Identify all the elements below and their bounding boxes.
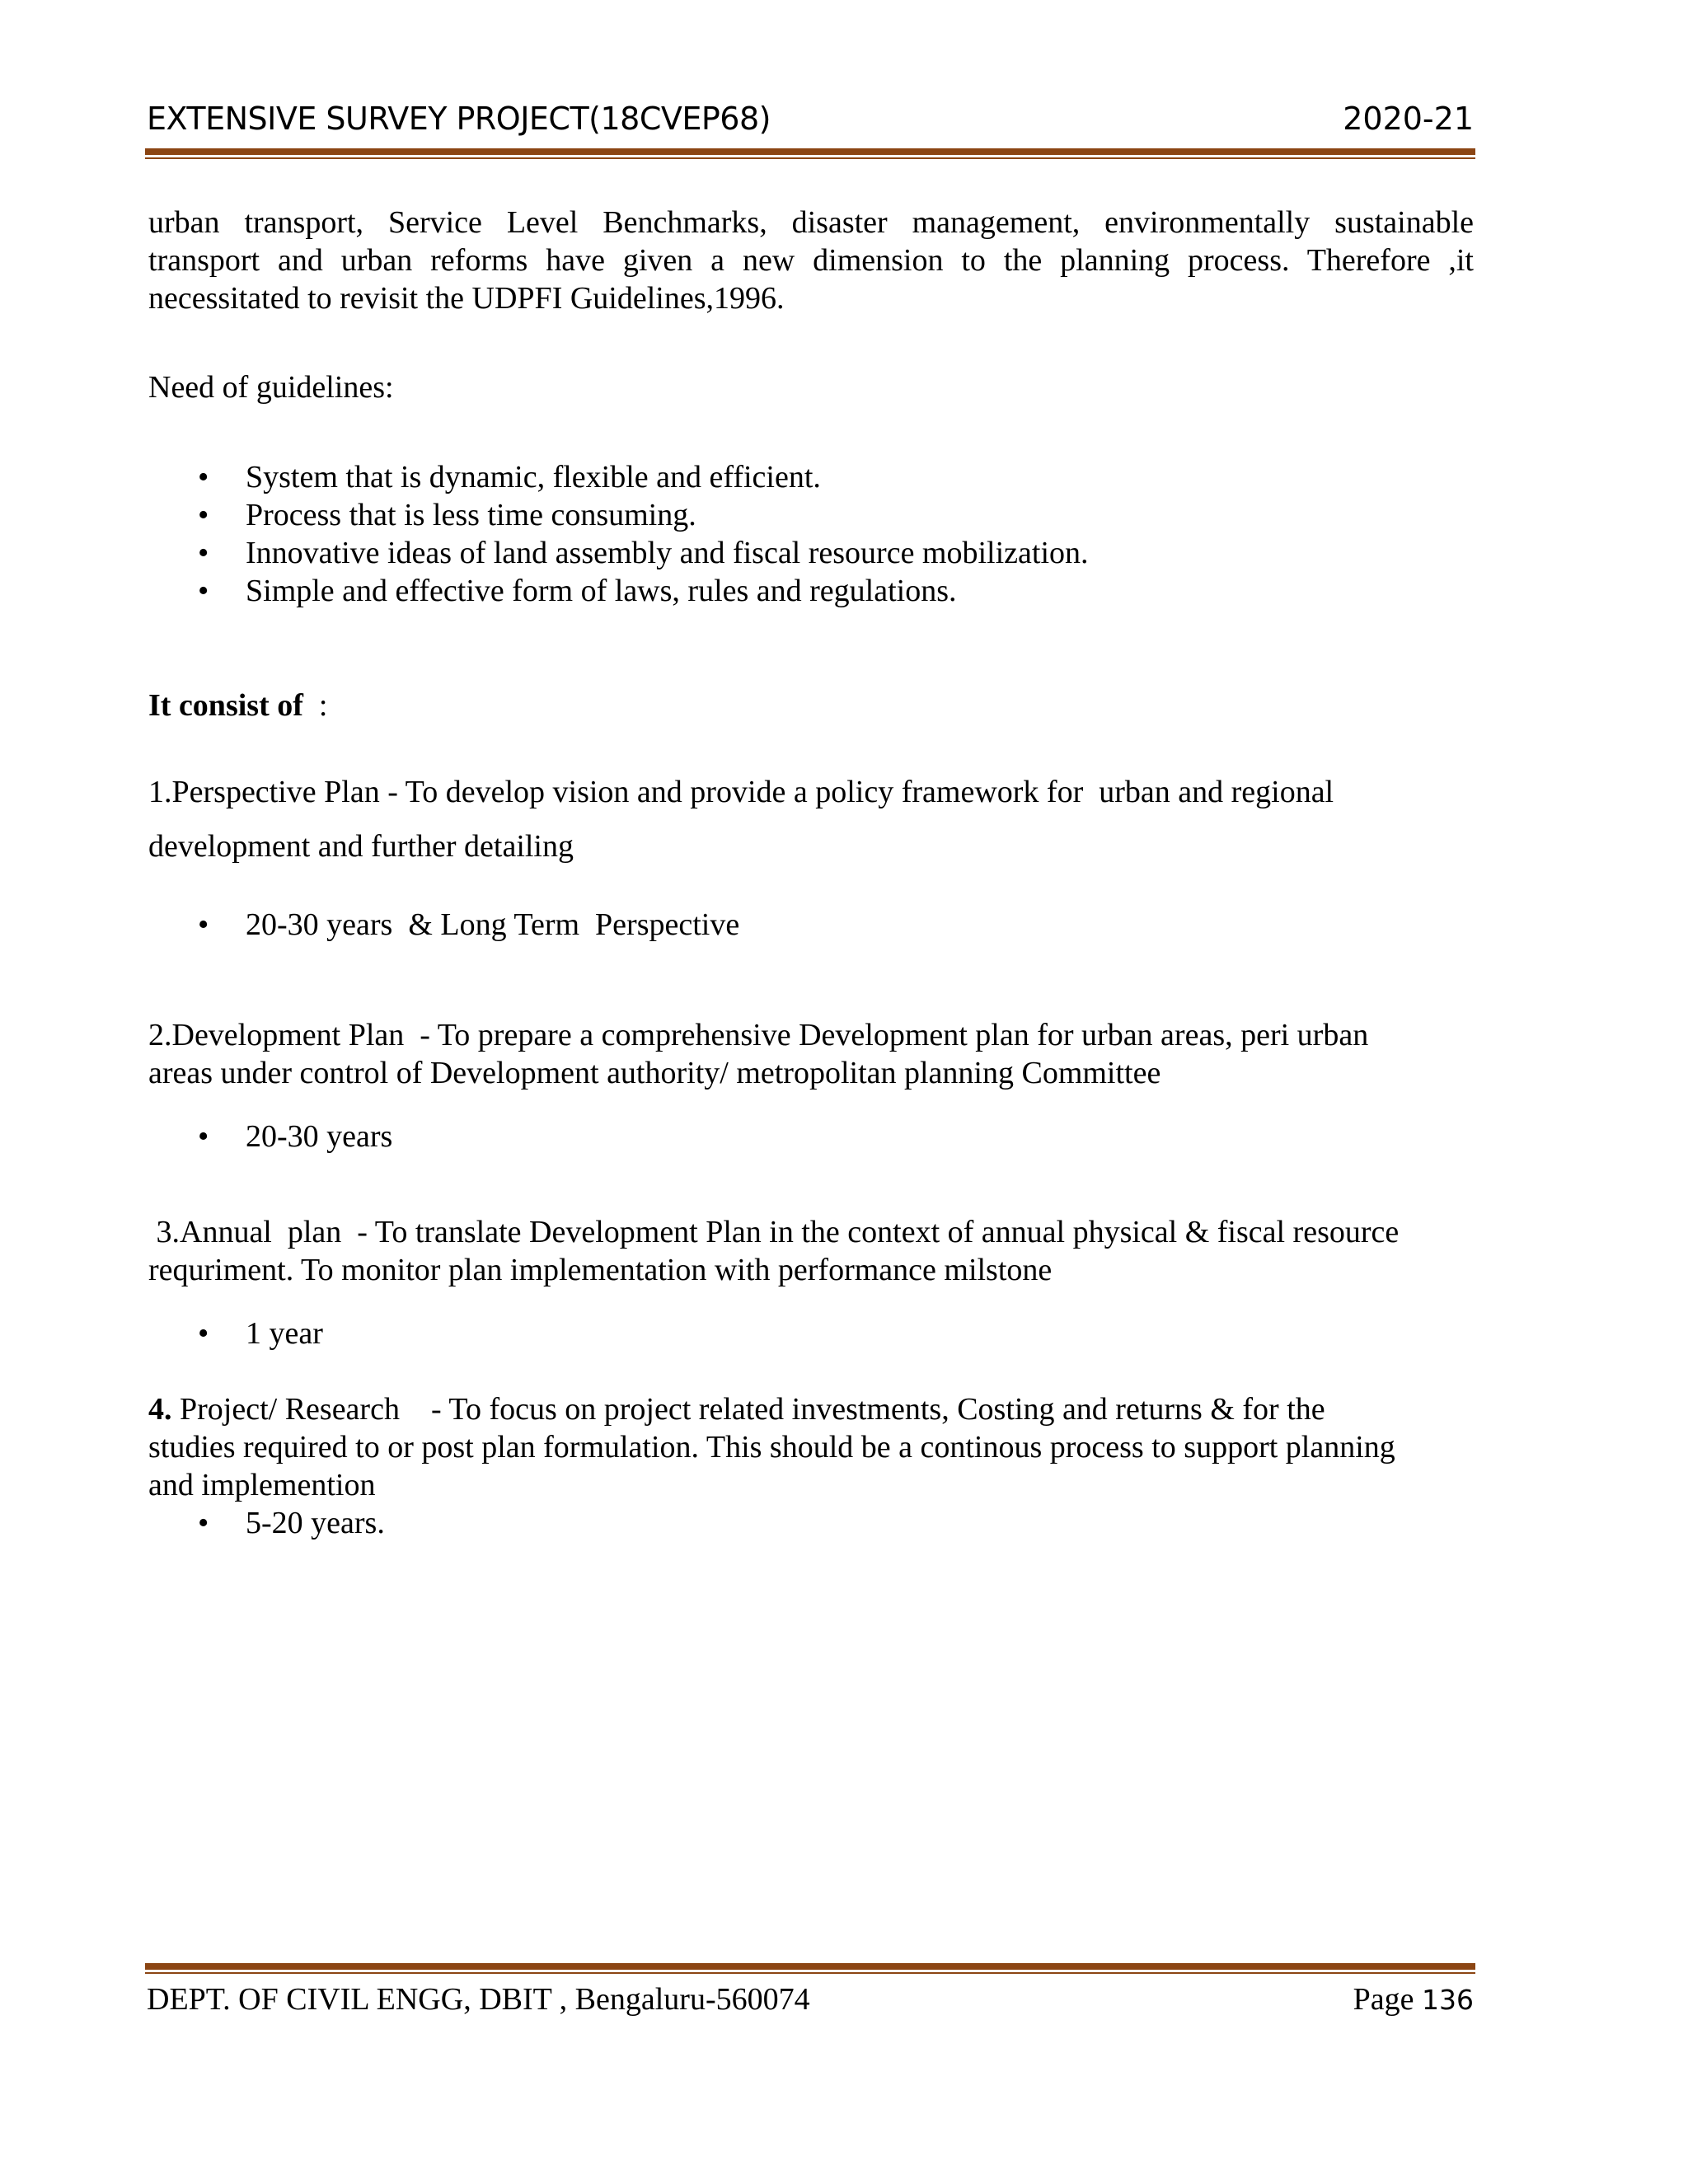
intro-line-2: transport and urban reforms have given a new dimension to the planning process. Therefore ,it [148, 243, 1474, 278]
need-heading: Need of guidelines: [148, 370, 394, 405]
perspective-line-2: development and further detailing [148, 829, 574, 864]
development-line-2: areas under control of Development authority/ metropolitan planning Committee [148, 1056, 1161, 1090]
project-line-2: studies required to or post plan formulation. This should be a continous process to support planning [148, 1430, 1395, 1465]
bullet-icon: • [198, 907, 209, 942]
project-line-1: 4. Project/ Research - To focus on project related investments, Costing and returns & for the [148, 1392, 1325, 1427]
page-header [147, 97, 1474, 147]
consist-heading-text: It consist of [148, 688, 303, 723]
page-footer [147, 1981, 1475, 2022]
development-plan [148, 1016, 1474, 1092]
footer-rule [145, 1963, 1475, 1974]
header-title: EXTENSIVE SURVEY PROJECT(18CVEP68) [147, 101, 771, 137]
consist-colon: : [318, 688, 328, 723]
bullet-icon: • [198, 1316, 209, 1351]
bullet-icon: • [198, 498, 209, 532]
perspective-bullets [148, 906, 1474, 944]
list-item: • 20-30 years & Long Term Perspective [198, 907, 740, 942]
list-item: • 5-20 years. [198, 1506, 385, 1540]
header-year: 2020-21 [1343, 101, 1474, 137]
header-rule-thin [145, 157, 1475, 159]
footer-page [1353, 1981, 1474, 2018]
bullet-icon: • [198, 460, 209, 494]
intro-paragraph [148, 204, 1474, 317]
list-item: • Simple and effective form of laws, rules and regulations. [198, 574, 957, 608]
intro-line-1: urban transport, Service Level Benchmarks, disaster management, environmentally sustainable [148, 205, 1474, 240]
need-list [148, 458, 1474, 610]
project-number: 4. [148, 1392, 172, 1427]
page-number: 136 [1422, 1984, 1474, 2016]
annual-line-2: requriment. To monitor plan implementation with performance milstone [148, 1253, 1053, 1287]
project-line-3: and implemention [148, 1468, 376, 1502]
perspective-plan [148, 765, 1474, 874]
list-item: • Innovative ideas of land assembly and fiscal resource mobilization. [198, 536, 1089, 570]
bullet-icon: • [198, 574, 209, 608]
header-rule [145, 148, 1475, 159]
list-item: • Process that is less time consuming. [198, 498, 696, 532]
annual-bullets [148, 1315, 1474, 1352]
annual-line-1: 3.Annual plan - To translate Development Plan in the context of annual physical & fiscal resource [148, 1215, 1400, 1249]
project-bullets [148, 1504, 1474, 1542]
bullet-icon: • [198, 1506, 209, 1540]
footer-rule-thin [145, 1972, 1475, 1974]
need-list-block [148, 458, 1474, 610]
footer-rule-thick [145, 1963, 1475, 1970]
list-item: • 1 year [198, 1316, 323, 1351]
header-rule-thick [145, 148, 1475, 155]
list-item: • System that is dynamic, flexible and efficient. [198, 460, 821, 494]
development-bullets [148, 1118, 1474, 1155]
list-item: • 20-30 years [198, 1119, 393, 1154]
footer-dept: DEPT. OF CIVIL ENGG, DBIT , Bengaluru-560074 [147, 1982, 810, 2017]
intro-line-3: necessitated to revisit the UDPFI Guidelines,1996. [148, 281, 785, 316]
perspective-line-1: 1.Perspective Plan - To develop vision and provide a policy framework for urban and regional [148, 775, 1334, 809]
project-research [148, 1390, 1474, 1542]
bullet-icon: • [198, 536, 209, 570]
development-line-1: 2.Development Plan - To prepare a comprehensive Development plan for urban areas, peri urban [148, 1018, 1369, 1052]
consist-heading [148, 687, 1474, 724]
page-label: Page [1353, 1982, 1414, 2017]
bullet-icon: • [198, 1119, 209, 1154]
annual-plan [148, 1213, 1474, 1289]
